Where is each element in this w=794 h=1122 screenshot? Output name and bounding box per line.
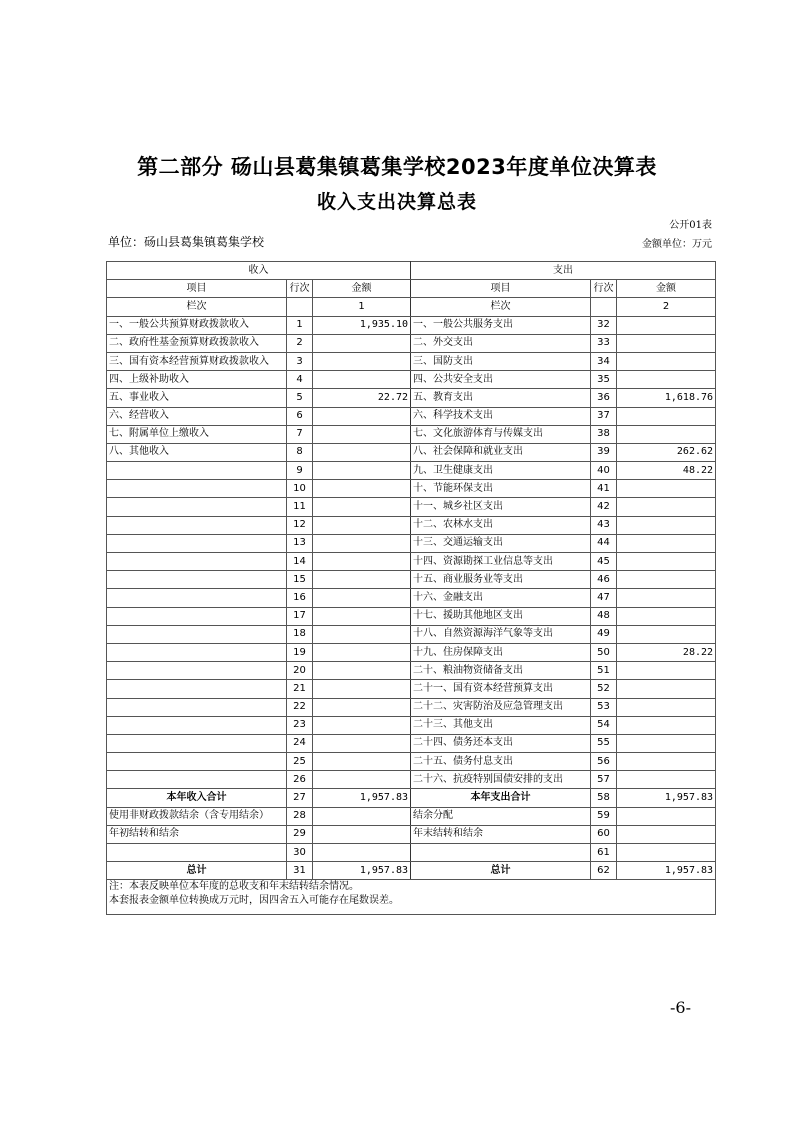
expense-line: 37 <box>591 407 617 425</box>
expense-header: 支出 <box>411 262 716 280</box>
income-header: 收入 <box>107 262 411 280</box>
page-number: -6- <box>670 998 691 1017</box>
income-amount: 1,957.83 <box>313 862 411 880</box>
column-number-row <box>107 298 716 316</box>
income-line: 26 <box>287 771 313 789</box>
income-line: 31 <box>287 862 313 880</box>
income-line: 27 <box>287 789 313 807</box>
income-line: 4 <box>287 371 313 389</box>
expense-item: 二十一、国有资本经营预算支出 <box>411 680 591 698</box>
expense-item: 二十五、债务付息支出 <box>411 753 591 771</box>
expense-item: 十、节能环保支出 <box>411 480 591 498</box>
expense-amount <box>617 680 716 698</box>
expense-line: 55 <box>591 734 617 752</box>
income-amount <box>313 825 411 843</box>
expense-line: 62 <box>591 862 617 880</box>
income-amount <box>313 807 411 825</box>
income-item <box>107 680 287 698</box>
expense-item: 二十、粮油物资储备支出 <box>411 662 591 680</box>
expense-amount <box>617 425 716 443</box>
income-amount-header: 金额 <box>313 280 411 298</box>
expense-item <box>411 844 591 862</box>
expense-line: 38 <box>591 425 617 443</box>
expense-item: 十二、农林水支出 <box>411 516 591 534</box>
expense-line: 56 <box>591 753 617 771</box>
income-item <box>107 589 287 607</box>
expense-line: 60 <box>591 825 617 843</box>
expense-line: 35 <box>591 371 617 389</box>
expense-item: 十三、交通运输支出 <box>411 534 591 552</box>
table-row <box>107 844 716 862</box>
expense-amount <box>617 607 716 625</box>
table-row <box>107 462 716 480</box>
expense-line: 34 <box>591 352 617 370</box>
income-amount <box>313 462 411 480</box>
expense-amount: 1,957.83 <box>617 789 716 807</box>
income-line: 20 <box>287 662 313 680</box>
income-amount <box>313 480 411 498</box>
expense-line: 49 <box>591 625 617 643</box>
income-amount <box>313 407 411 425</box>
table-row <box>107 407 716 425</box>
income-line: 16 <box>287 589 313 607</box>
table-row <box>107 516 716 534</box>
income-line: 15 <box>287 571 313 589</box>
expense-amount <box>617 771 716 789</box>
expense-amount: 1,618.76 <box>617 389 716 407</box>
table-row <box>107 625 716 643</box>
expense-line: 36 <box>591 389 617 407</box>
expense-item: 十六、金融支出 <box>411 589 591 607</box>
income-amount <box>313 334 411 352</box>
income-item <box>107 571 287 589</box>
expense-item: 十九、住房保障支出 <box>411 643 591 661</box>
table-row <box>107 753 716 771</box>
expense-amount: 262.62 <box>617 443 716 461</box>
income-column-number: 1 <box>313 298 411 316</box>
income-column-blank <box>287 298 313 316</box>
table-title: 收入支出决算总表 <box>316 191 477 213</box>
income-amount <box>313 698 411 716</box>
table-row <box>107 371 716 389</box>
expense-line: 51 <box>591 662 617 680</box>
income-item <box>107 844 287 862</box>
expense-column-blank <box>591 298 617 316</box>
expense-item-header: 项目 <box>411 280 591 298</box>
income-amount <box>313 844 411 862</box>
income-item <box>107 734 287 752</box>
table-row <box>107 316 716 334</box>
column-header-row <box>107 280 716 298</box>
table-code: 公开01表 <box>669 220 712 231</box>
income-line: 7 <box>287 425 313 443</box>
table-row <box>107 662 716 680</box>
expense-line: 57 <box>591 771 617 789</box>
income-amount <box>313 352 411 370</box>
table-row <box>107 680 716 698</box>
section-header-row <box>107 262 716 280</box>
expense-amount <box>617 516 716 534</box>
income-line: 3 <box>287 352 313 370</box>
income-item: 使用非财政拨款结余（含专用结余） <box>107 807 287 825</box>
expense-item: 十一、城乡社区支出 <box>411 498 591 516</box>
table-row <box>107 480 716 498</box>
income-line: 19 <box>287 643 313 661</box>
expense-item: 十七、援助其他地区支出 <box>411 607 591 625</box>
income-amount <box>313 443 411 461</box>
income-line: 8 <box>287 443 313 461</box>
page-title: 第二部分 砀山县葛集镇葛集学校2023年度单位决算表 <box>137 155 657 179</box>
notes-row <box>107 880 716 915</box>
income-line: 30 <box>287 844 313 862</box>
year-total-row <box>107 789 716 807</box>
income-item-header: 项目 <box>107 280 287 298</box>
expense-item: 二十六、抗疫特别国债安排的支出 <box>411 771 591 789</box>
income-amount <box>313 734 411 752</box>
income-item: 年初结转和结余 <box>107 825 287 843</box>
note-line-2: 本套报表金额单位转换成万元时，因四舍五入可能存在尾数误差。 <box>109 895 399 907</box>
note-line-1: 注：本表反映单位本年度的总收支和年末结转结余情况。 <box>109 881 359 893</box>
expense-line: 43 <box>591 516 617 534</box>
table-row <box>107 443 716 461</box>
income-amount <box>313 534 411 552</box>
table-row <box>107 607 716 625</box>
expense-item: 年末结转和结余 <box>411 825 591 843</box>
table-row <box>107 352 716 370</box>
expense-amount <box>617 407 716 425</box>
income-item <box>107 716 287 734</box>
expense-item: 七、文化旅游体育与传媒支出 <box>411 425 591 443</box>
expense-amount <box>617 807 716 825</box>
income-item: 总计 <box>107 862 287 880</box>
income-expense-table <box>106 261 716 915</box>
income-line: 18 <box>287 625 313 643</box>
income-item: 六、经营收入 <box>107 407 287 425</box>
income-item <box>107 753 287 771</box>
expense-line: 50 <box>591 643 617 661</box>
expense-item: 十八、自然资源海洋气象等支出 <box>411 625 591 643</box>
table-row <box>107 716 716 734</box>
table-row <box>107 334 716 352</box>
income-line: 5 <box>287 389 313 407</box>
expense-amount <box>617 571 716 589</box>
income-item: 本年收入合计 <box>107 789 287 807</box>
money-unit-label: 金额单位：万元 <box>642 239 712 250</box>
income-amount <box>313 425 411 443</box>
income-column-label: 栏次 <box>107 298 287 316</box>
expense-line: 59 <box>591 807 617 825</box>
income-line: 1 <box>287 316 313 334</box>
expense-column-label: 栏次 <box>411 298 591 316</box>
expense-line: 52 <box>591 680 617 698</box>
income-item <box>107 698 287 716</box>
income-amount <box>313 553 411 571</box>
income-item <box>107 607 287 625</box>
income-line: 23 <box>287 716 313 734</box>
table-row <box>107 825 716 843</box>
table-notes <box>107 880 716 915</box>
income-line: 14 <box>287 553 313 571</box>
income-line: 10 <box>287 480 313 498</box>
table-row <box>107 498 716 516</box>
income-amount <box>313 498 411 516</box>
table-row <box>107 571 716 589</box>
expense-line: 46 <box>591 571 617 589</box>
expense-item: 二、外交支出 <box>411 334 591 352</box>
expense-line: 32 <box>591 316 617 334</box>
income-line: 12 <box>287 516 313 534</box>
expense-line: 47 <box>591 589 617 607</box>
income-amount <box>313 753 411 771</box>
income-item <box>107 625 287 643</box>
income-amount: 1,935.10 <box>313 316 411 334</box>
expense-line: 53 <box>591 698 617 716</box>
income-item <box>107 516 287 534</box>
expense-line: 48 <box>591 607 617 625</box>
expense-amount <box>617 716 716 734</box>
expense-column-number: 2 <box>617 298 716 316</box>
income-amount <box>313 771 411 789</box>
income-amount <box>313 625 411 643</box>
income-item: 七、附属单位上缴收入 <box>107 425 287 443</box>
expense-item: 一、一般公共服务支出 <box>411 316 591 334</box>
expense-amount <box>617 698 716 716</box>
income-item <box>107 534 287 552</box>
income-line: 13 <box>287 534 313 552</box>
expense-item: 十五、商业服务业等支出 <box>411 571 591 589</box>
table-row <box>107 589 716 607</box>
expense-item: 二十四、债务还本支出 <box>411 734 591 752</box>
expense-amount <box>617 498 716 516</box>
table-row <box>107 698 716 716</box>
income-item <box>107 498 287 516</box>
income-line: 25 <box>287 753 313 771</box>
income-line: 29 <box>287 825 313 843</box>
income-amount: 22.72 <box>313 389 411 407</box>
expense-item: 六、科学技术支出 <box>411 407 591 425</box>
expense-line-header: 行次 <box>591 280 617 298</box>
expense-amount <box>617 334 716 352</box>
expense-line: 41 <box>591 480 617 498</box>
expense-amount: 48.22 <box>617 462 716 480</box>
income-amount <box>313 680 411 698</box>
income-amount <box>313 516 411 534</box>
table-row <box>107 389 716 407</box>
income-item: 二、政府性基金预算财政拨款收入 <box>107 334 287 352</box>
expense-amount <box>617 371 716 389</box>
income-amount <box>313 662 411 680</box>
expense-item: 四、公共安全支出 <box>411 371 591 389</box>
expense-item: 总计 <box>411 862 591 880</box>
income-line: 9 <box>287 462 313 480</box>
expense-line: 54 <box>591 716 617 734</box>
expense-line: 33 <box>591 334 617 352</box>
expense-amount <box>617 734 716 752</box>
income-amount <box>313 643 411 661</box>
expense-line: 61 <box>591 844 617 862</box>
income-item: 八、其他收入 <box>107 443 287 461</box>
income-item: 一、一般公共预算财政拨款收入 <box>107 316 287 334</box>
income-line: 6 <box>287 407 313 425</box>
table-row <box>107 553 716 571</box>
income-item: 五、事业收入 <box>107 389 287 407</box>
table-row <box>107 807 716 825</box>
expense-item: 五、教育支出 <box>411 389 591 407</box>
table-row <box>107 643 716 661</box>
expense-line: 45 <box>591 553 617 571</box>
expense-line: 42 <box>591 498 617 516</box>
expense-line: 40 <box>591 462 617 480</box>
income-item: 四、上级补助收入 <box>107 371 287 389</box>
expense-amount <box>617 625 716 643</box>
expense-amount <box>617 662 716 680</box>
income-item <box>107 462 287 480</box>
expense-item: 三、国防支出 <box>411 352 591 370</box>
expense-amount <box>617 553 716 571</box>
income-line: 21 <box>287 680 313 698</box>
expense-amount <box>617 534 716 552</box>
income-amount <box>313 607 411 625</box>
expense-amount <box>617 316 716 334</box>
expense-amount <box>617 844 716 862</box>
table-row <box>107 425 716 443</box>
income-amount <box>313 571 411 589</box>
table-row <box>107 771 716 789</box>
income-amount: 1,957.83 <box>313 789 411 807</box>
income-amount <box>313 371 411 389</box>
income-item <box>107 553 287 571</box>
expense-amount <box>617 480 716 498</box>
income-line: 28 <box>287 807 313 825</box>
expense-amount: 28.22 <box>617 643 716 661</box>
expense-item: 八、社会保障和就业支出 <box>411 443 591 461</box>
income-line: 22 <box>287 698 313 716</box>
table-row <box>107 534 716 552</box>
expense-item: 九、卫生健康支出 <box>411 462 591 480</box>
income-item <box>107 771 287 789</box>
income-line: 17 <box>287 607 313 625</box>
expense-item: 二十二、灾害防治及应急管理支出 <box>411 698 591 716</box>
expense-line: 44 <box>591 534 617 552</box>
expense-amount <box>617 753 716 771</box>
income-line: 2 <box>287 334 313 352</box>
expense-amount <box>617 589 716 607</box>
income-line: 11 <box>287 498 313 516</box>
expense-line: 58 <box>591 789 617 807</box>
income-amount <box>313 716 411 734</box>
table-row <box>107 734 716 752</box>
expense-item: 结余分配 <box>411 807 591 825</box>
grand-total-row <box>107 862 716 880</box>
income-item: 三、国有资本经营预算财政拨款收入 <box>107 352 287 370</box>
income-item <box>107 643 287 661</box>
expense-amount <box>617 352 716 370</box>
income-amount <box>313 589 411 607</box>
expense-item: 二十三、其他支出 <box>411 716 591 734</box>
income-item <box>107 662 287 680</box>
expense-item: 十四、资源勘探工业信息等支出 <box>411 553 591 571</box>
expense-amount-header: 金额 <box>617 280 716 298</box>
expense-item: 本年支出合计 <box>411 789 591 807</box>
expense-amount <box>617 825 716 843</box>
income-line: 24 <box>287 734 313 752</box>
income-item <box>107 480 287 498</box>
income-line-header: 行次 <box>287 280 313 298</box>
expense-amount: 1,957.83 <box>617 862 716 880</box>
unit-label: 单位：砀山县葛集镇葛集学校 <box>108 235 265 249</box>
expense-line: 39 <box>591 443 617 461</box>
